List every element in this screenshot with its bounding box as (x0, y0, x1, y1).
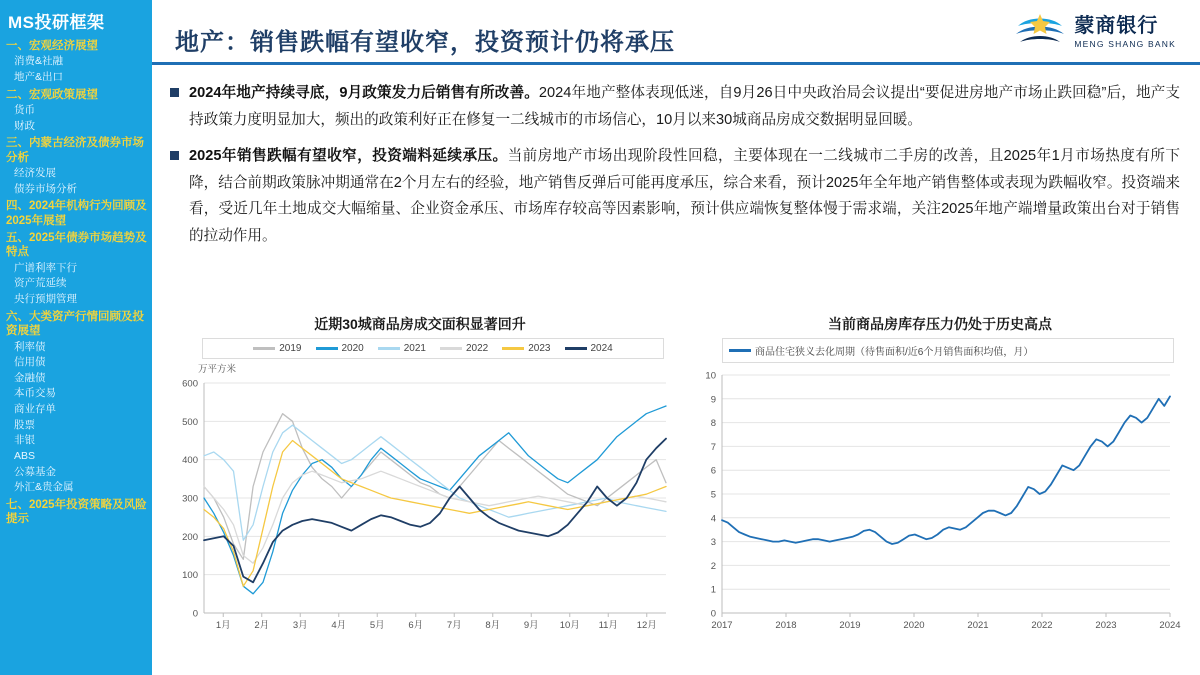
title-divider (152, 62, 1200, 65)
sidebar-item-2-2[interactable]: 财政 (14, 119, 35, 132)
svg-text:300: 300 (182, 493, 198, 505)
svg-text:9月: 9月 (523, 620, 539, 631)
sidebar-item-6-3[interactable]: 金融债 (14, 371, 46, 384)
svg-text:2020: 2020 (903, 620, 925, 631)
svg-text:9: 9 (710, 394, 716, 406)
legend-item (565, 343, 613, 354)
svg-text:5月: 5月 (369, 620, 385, 631)
legend-label: 2020 (341, 343, 364, 354)
sidebar-item-6-6[interactable]: 股票 (14, 418, 35, 431)
bullet-1-rest: 2024年地产整体表现低迷，自9月26日中央政治局会议提出“要促进房地产市场止跌回稳”后，地产支持政策力度明显加大，频出的政策利好正在修复一二线城市的市场信心，10月以来30城商品房成交数据明显回暖。 (189, 85, 1180, 128)
svg-text:7: 7 (710, 441, 716, 453)
right-chart-plot (692, 367, 1182, 639)
svg-text:4: 4 (710, 513, 716, 525)
svg-text:10: 10 (705, 370, 716, 382)
sidebar-item-3-2[interactable]: 债券市场分析 (14, 182, 77, 195)
left-chart (168, 338, 676, 663)
sidebar-section-3[interactable]: 三、内蒙古经济及债券市场分析 (6, 137, 144, 164)
sidebar-item-5-1[interactable]: 广谱利率下行 (14, 261, 77, 274)
sidebar-item-5-3[interactable]: 央行预期管理 (14, 293, 77, 306)
legend-swatch-icon (378, 347, 400, 350)
sidebar-section-4[interactable]: 四、2024年机构行为回顾及2025年展望 (6, 200, 147, 227)
left-chart-y-unit: 万平方米 (198, 364, 237, 375)
legend-item (253, 343, 301, 354)
bank-logo-mark (1014, 12, 1066, 52)
svg-text:100: 100 (182, 570, 198, 582)
bullet-1-lead: 2024年地产持续寻底，9月政策发力后销售有所改善。 (189, 85, 539, 101)
sidebar-title: MS投研框架 (8, 13, 105, 32)
sidebar-item-6-1[interactable]: 利率债 (14, 340, 46, 353)
svg-text:7月: 7月 (446, 620, 462, 631)
sidebar-item-6-9[interactable]: 公募基金 (14, 465, 56, 478)
legend-label: 2023 (528, 343, 551, 354)
right-chart-caption: 当前商品房库存压力仍处于历史高点 (828, 316, 1052, 332)
bullet-item-1 (170, 80, 1180, 133)
legend-item (316, 343, 364, 354)
svg-text:3月: 3月 (292, 620, 308, 631)
bank-logo (946, 8, 1176, 56)
sidebar-item-6-8[interactable]: ABS (14, 450, 36, 462)
legend-label: 2019 (279, 343, 302, 354)
svg-text:0: 0 (710, 608, 716, 620)
bullet-2-text (189, 143, 1180, 249)
sidebar-section-2[interactable]: 二、宏观政策展望 (6, 88, 98, 101)
legend-label: 2021 (403, 343, 426, 354)
sidebar-section-5[interactable]: 五、2025年债券市场趋势及特点 (6, 232, 147, 259)
svg-text:2017: 2017 (711, 620, 733, 631)
sidebar-item-6-5[interactable]: 商业存单 (14, 403, 56, 416)
svg-text:6月: 6月 (408, 620, 424, 631)
svg-text:5: 5 (710, 489, 716, 501)
sidebar-item-6-2[interactable]: 信用债 (14, 356, 46, 369)
svg-text:10月: 10月 (559, 620, 580, 631)
bullet-1-text (189, 80, 1180, 133)
bank-name-cn: 蒙商银行 (1074, 15, 1159, 37)
svg-text:2024: 2024 (1159, 620, 1181, 631)
svg-text:11月: 11月 (598, 620, 618, 631)
svg-text:6: 6 (710, 465, 716, 477)
svg-text:2023: 2023 (1095, 620, 1117, 631)
svg-text:400: 400 (182, 455, 198, 467)
svg-text:4月: 4月 (331, 620, 347, 631)
legend-swatch-icon (440, 347, 462, 350)
svg-text:2月: 2月 (254, 620, 270, 631)
legend-label: 2024 (590, 343, 613, 354)
svg-text:500: 500 (182, 416, 198, 428)
page-title: 地产：销售跌幅有望收窄，投资预计仍将承压 (175, 29, 675, 56)
legend-swatch-icon (565, 347, 587, 350)
legend-swatch-icon (729, 349, 751, 352)
left-chart-legend (202, 338, 664, 359)
bullet-marker-icon (170, 151, 179, 160)
svg-text:2019: 2019 (839, 620, 861, 631)
legend-label: 2022 (466, 343, 489, 354)
sidebar-section-6[interactable]: 六、大类资产行情回顾及投资展望 (6, 310, 144, 338)
svg-text:12月: 12月 (636, 620, 657, 631)
sidebar-item-3-1[interactable]: 经济发展 (14, 167, 56, 180)
bullet-2-lead: 2025年销售跌幅有望收窄，投资端料延续承压。 (189, 148, 508, 165)
svg-text:3: 3 (710, 537, 716, 549)
legend-item (729, 343, 1033, 358)
svg-text:8月: 8月 (485, 620, 501, 631)
svg-text:200: 200 (182, 531, 198, 543)
legend-item (378, 343, 426, 354)
sidebar-item-1-1[interactable]: 消费&社融 (14, 55, 64, 68)
right-chart-legend (722, 338, 1174, 363)
bank-name-en: MENG SHANG BANK (1074, 39, 1176, 49)
bullet-marker-icon (170, 88, 179, 97)
left-chart-caption: 近期30城商品房成交面积显著回升 (314, 316, 526, 332)
sidebar-item-6-10[interactable]: 外汇&贵金属 (14, 481, 74, 494)
sidebar-section-7[interactable]: 七、2025年投资策略及风险提示 (6, 498, 147, 526)
svg-text:2022: 2022 (1031, 620, 1053, 631)
svg-text:2: 2 (710, 560, 716, 572)
left-chart-plot (168, 375, 676, 637)
sidebar-item-2-1[interactable]: 货币 (14, 104, 35, 117)
sidebar-section-1[interactable]: 一、宏观经济展望 (6, 40, 98, 52)
sidebar (0, 0, 152, 675)
legend-swatch-icon (253, 347, 275, 350)
legend-swatch-icon (316, 347, 338, 350)
sidebar-item-5-2[interactable]: 资产荒延续 (14, 277, 67, 290)
svg-text:1: 1 (710, 584, 716, 596)
body-content (170, 80, 1180, 259)
legend-label: 商品住宅狭义去化周期（待售面积/近6个月销售面积均值，月） (755, 347, 1034, 358)
sidebar-item-6-7[interactable]: 非银 (14, 434, 35, 447)
right-chart (692, 338, 1182, 663)
bullet-item-2 (170, 143, 1180, 249)
svg-text:1月: 1月 (215, 620, 231, 631)
sidebar-item-6-4[interactable]: 本币交易 (14, 387, 56, 400)
legend-swatch-icon (502, 347, 524, 350)
legend-item (502, 343, 550, 354)
bank-logo-text (1074, 15, 1176, 49)
svg-text:2018: 2018 (775, 620, 797, 631)
bullet-2-rest: 当前房地产市场出现阶段性回稳，主要体现在一二线城市二手房的改善，且2025年1月市场热度有所下降，结合前期政策脉冲期通常在2个月左右的经验，地产销售反弹后可能再度承压，综合来看，预计2025年全年地产销售整体或表现为跌幅收窄。投资端来看，受近几年土地成交大幅缩量、企业资金承压、市场库存较高等因素影响，预计供应端恢复整体慢于需求端，关注2025年地产端增量政策出台对于销售的拉动作用。 (189, 148, 1181, 244)
svg-text:0: 0 (192, 608, 198, 620)
svg-text:2021: 2021 (967, 620, 989, 631)
svg-text:8: 8 (710, 418, 716, 430)
legend-item (440, 343, 488, 354)
sidebar-item-1-2[interactable]: 地产&出口 (14, 71, 64, 84)
svg-text:600: 600 (182, 378, 198, 390)
